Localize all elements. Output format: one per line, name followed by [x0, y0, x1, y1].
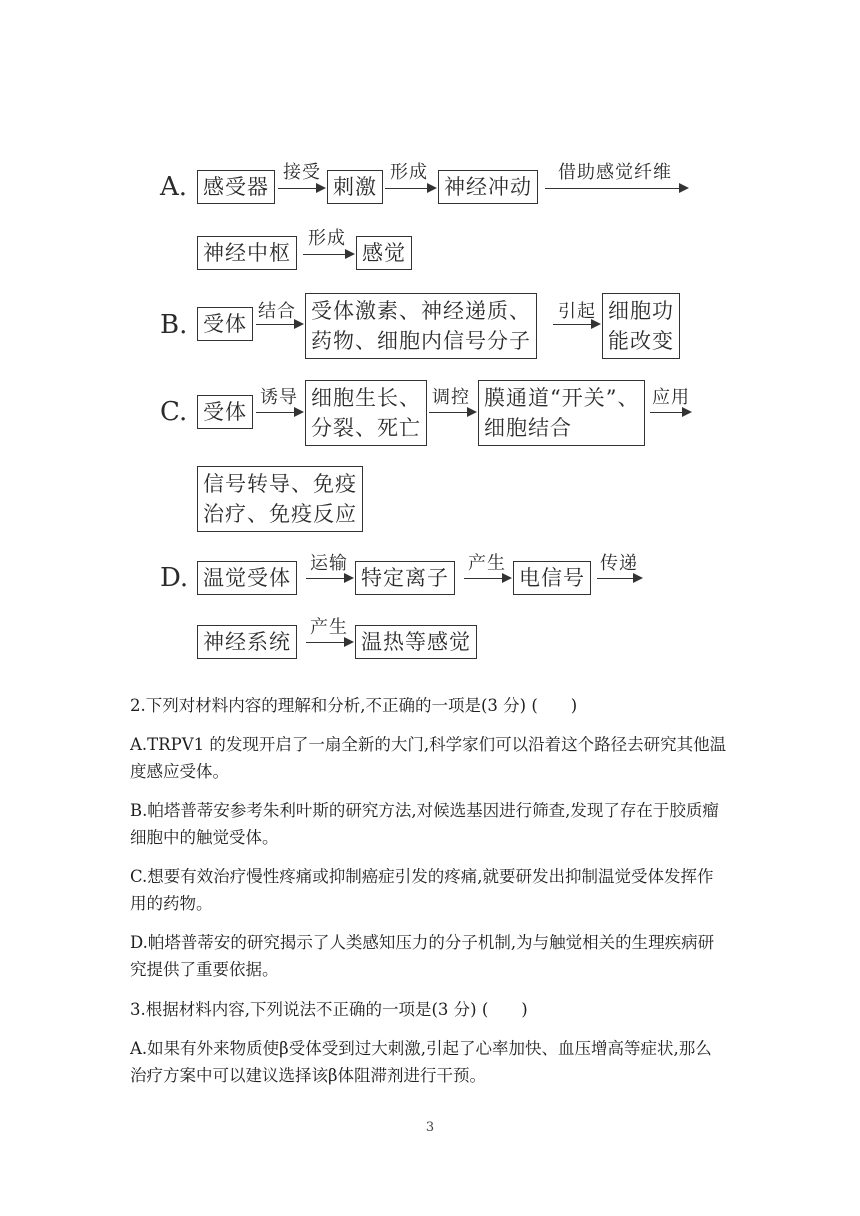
box-c-application-line2: 治疗、免疫反应 — [203, 502, 357, 526]
box-b-receptor: 受体 — [197, 307, 253, 341]
box-c-application-line1: 信号转导、免疫 — [203, 472, 357, 496]
box-c-channel-line1: 膜通道“开关”、 — [484, 386, 640, 410]
arrow-label-d2: 产生 — [468, 553, 506, 574]
box-c-application — [197, 466, 363, 532]
question-2-stem: 2.下列对材料内容的理解和分析,不正确的一项是(3 分) ( ) — [130, 696, 578, 715]
arrow-label-a4: 形成 — [308, 228, 346, 249]
arrow-label-d3: 传递 — [600, 553, 638, 574]
box-a-impulse: 神经冲动 — [438, 170, 538, 204]
arrow-a2 — [385, 188, 435, 189]
arrow-label-b2: 引起 — [558, 301, 596, 322]
arrow-a1 — [278, 188, 324, 189]
option-c-letter: C. — [160, 397, 188, 427]
box-b-ligands-line2: 药物、细胞内信号分子 — [311, 329, 531, 353]
arrow-label-a1: 接受 — [283, 162, 321, 183]
box-b-function-line1: 细胞功 — [608, 299, 674, 323]
box-b-function — [602, 293, 680, 359]
box-a-receptor: 感受器 — [197, 170, 275, 204]
arrow-b2 — [553, 324, 599, 325]
box-a-sensation: 感觉 — [356, 236, 412, 270]
arrow-label-a3: 借助感觉纤维 — [558, 162, 672, 183]
box-a-stimulus: 刺激 — [327, 170, 383, 204]
box-d-ions: 特定离子 — [355, 561, 455, 595]
arrow-label-a2: 形成 — [390, 162, 428, 183]
question-2-option-b: B.帕塔普蒂安参考朱利叶斯的研究方法,对候选基因进行筛查,发现了存在于胶质瘤细胞中的触觉受体。 — [130, 801, 719, 847]
arrow-c3 — [650, 412, 690, 413]
question-2-option-d: D.帕塔普蒂安的研究揭示了人类感知压力的分子机制,为与触觉相关的生理疾病研究提供了重要依据。 — [130, 933, 715, 979]
question-2-option-c: C.想要有效治疗慢性疼痛或抑制癌症引发的疼痛,就要研发出抑制温觉受体发挥作用的药物。 — [130, 867, 714, 913]
arrow-label-d4: 产生 — [310, 617, 348, 638]
box-d-sensation: 温热等感觉 — [355, 625, 477, 659]
arrow-label-d1: 运输 — [310, 553, 348, 574]
box-c-growth-line1: 细胞生长、 — [311, 386, 421, 410]
box-d-nervous: 神经系统 — [197, 625, 297, 659]
arrow-d2 — [464, 578, 510, 579]
box-b-ligands-line1: 受体激素、神经递质、 — [311, 299, 531, 323]
box-c-channel — [478, 380, 645, 446]
arrow-a3 — [545, 188, 687, 189]
arrow-c1 — [256, 412, 302, 413]
box-b-ligands — [305, 293, 537, 359]
option-a-letter: A. — [160, 172, 188, 202]
option-b-letter: B. — [160, 310, 188, 340]
box-c-receptor: 受体 — [197, 395, 253, 429]
box-c-channel-line2: 细胞结合 — [484, 416, 572, 440]
arrow-a4 — [303, 254, 353, 255]
box-d-signal: 电信号 — [513, 561, 591, 595]
arrow-d4 — [306, 642, 352, 643]
arrow-d1 — [306, 578, 352, 579]
box-c-growth — [305, 380, 427, 446]
question-3-stem: 3.根据材料内容,下列说法不正确的一项是(3 分) ( ) — [130, 1000, 528, 1019]
question-3-option-a: A.如果有外来物质使β受体受到过大刺激,引起了心率加快、血压增高等症状,那么 治疗方案中可以建议选择该β体阻滞剂进行干预。 — [130, 1039, 712, 1085]
arrow-b1 — [256, 324, 302, 325]
arrow-d3 — [597, 578, 641, 579]
box-d-receptor: 温觉受体 — [197, 561, 297, 595]
arrow-label-c3: 应用 — [652, 387, 690, 408]
question-2-option-a: A.TRPV1 的发现开启了一扇全新的大门,科学家们可以沿着这个路径去研究其他温度感应受体。 — [130, 735, 727, 781]
box-a-center: 神经中枢 — [197, 236, 297, 270]
option-d-letter: D. — [160, 563, 189, 593]
arrow-label-c1: 诱导 — [260, 387, 298, 408]
arrow-label-c2: 调控 — [432, 387, 470, 408]
arrow-c2 — [429, 412, 475, 413]
arrow-label-b1: 结合 — [258, 301, 296, 322]
page-number: 3 — [425, 1120, 435, 1135]
box-b-function-line2: 能改变 — [608, 329, 674, 353]
box-c-growth-line2: 分裂、死亡 — [311, 416, 421, 440]
